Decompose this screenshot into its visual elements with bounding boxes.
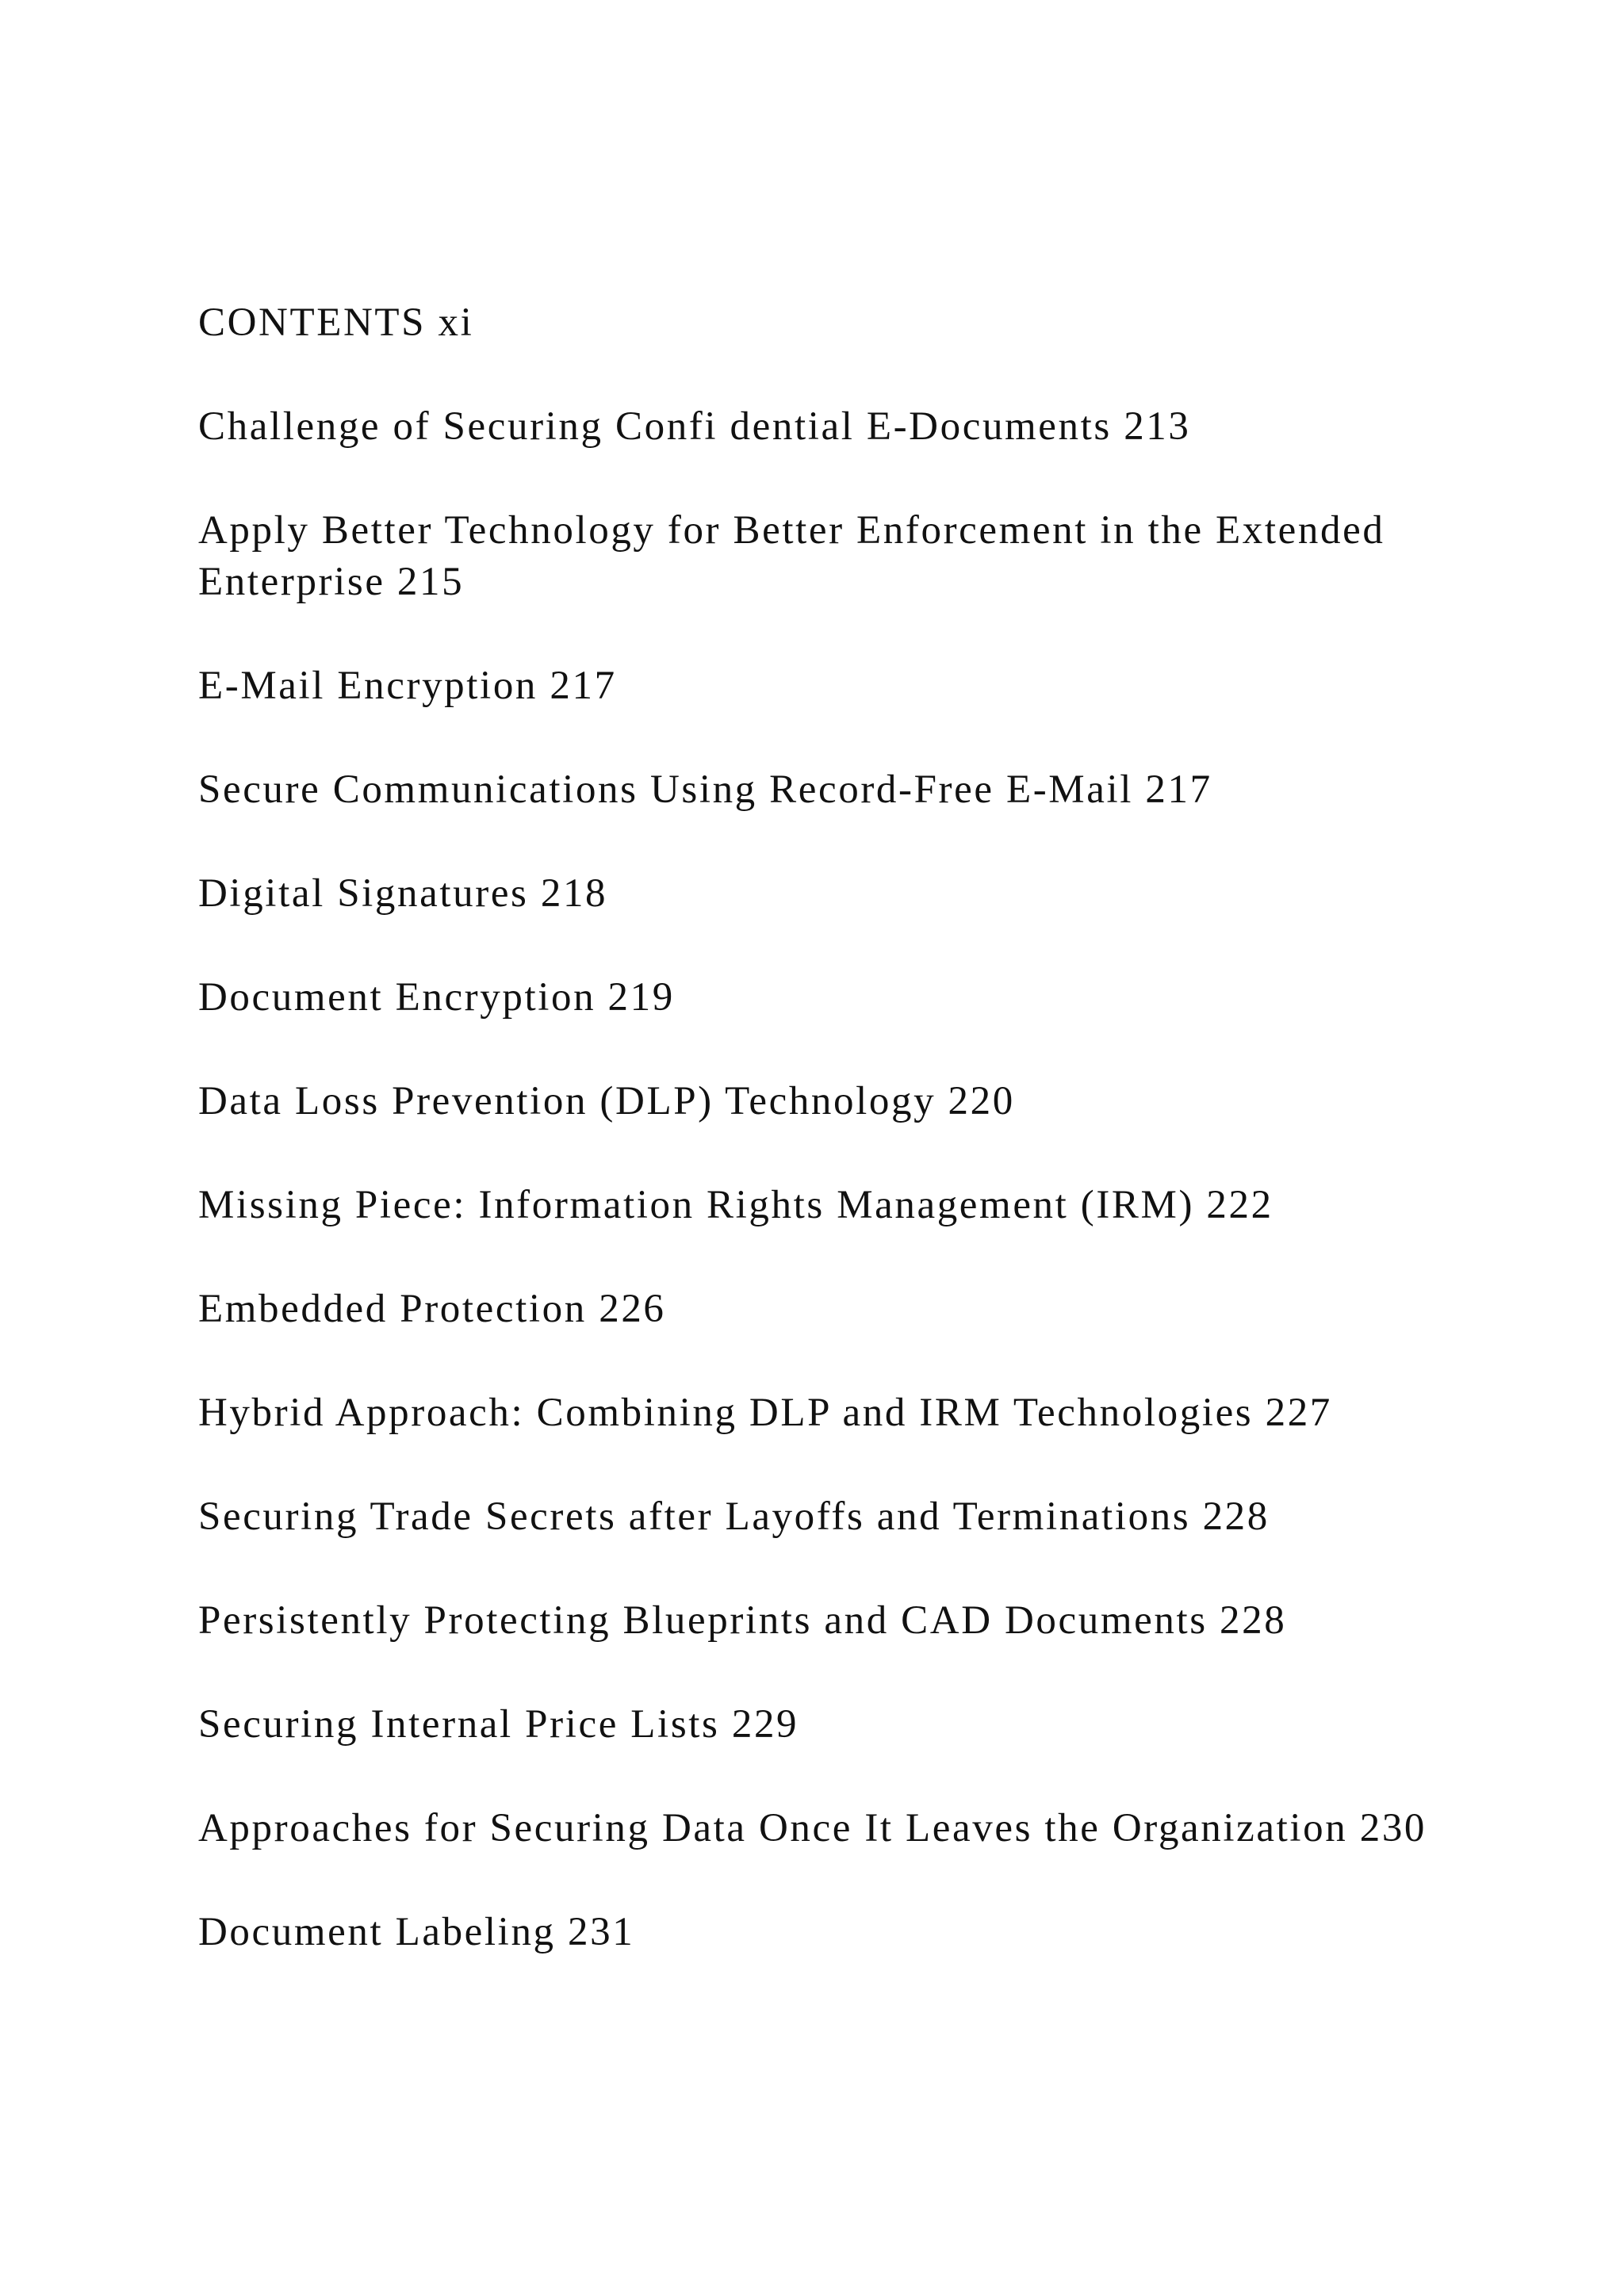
- toc-entry: Embedded Protection 226: [198, 1287, 666, 1331]
- toc-entry: Approaches for Securing Data Once It Leaves the Organization 230: [198, 1806, 1427, 1850]
- toc-entry: Document Labeling 231: [198, 1910, 635, 1954]
- toc-entry: Hybrid Approach: Combining DLP and IRM Technologies 227: [198, 1391, 1332, 1435]
- toc-entry: Securing Internal Price Lists 229: [198, 1702, 799, 1747]
- toc-entry: Document Encryption 219: [198, 975, 675, 1020]
- toc-entry: Data Loss Prevention (DLP) Technology 220: [198, 1079, 1015, 1123]
- contents-list: [198, 297, 1451, 2011]
- toc-entry: Challenge of Securing Confi dential E-Documents 213: [198, 404, 1191, 449]
- toc-entry: Persistently Protecting Blueprints and CAD Documents 228: [198, 1598, 1287, 1643]
- toc-entry: Digital Signatures 218: [198, 871, 608, 916]
- toc-entry: Secure Communications Using Record-Free E-Mail 217: [198, 767, 1212, 812]
- contents-header: CONTENTS xi: [198, 300, 474, 345]
- toc-entry: Apply Better Technology for Better Enforcement in the Extended Enterprise 215: [198, 508, 1385, 604]
- toc-entry: Missing Piece: Information Rights Management (IRM) 222: [198, 1183, 1274, 1227]
- toc-entry: E-Mail Encryption 217: [198, 664, 617, 708]
- toc-entry: Securing Trade Secrets after Layoffs and Terminations 228: [198, 1494, 1270, 1539]
